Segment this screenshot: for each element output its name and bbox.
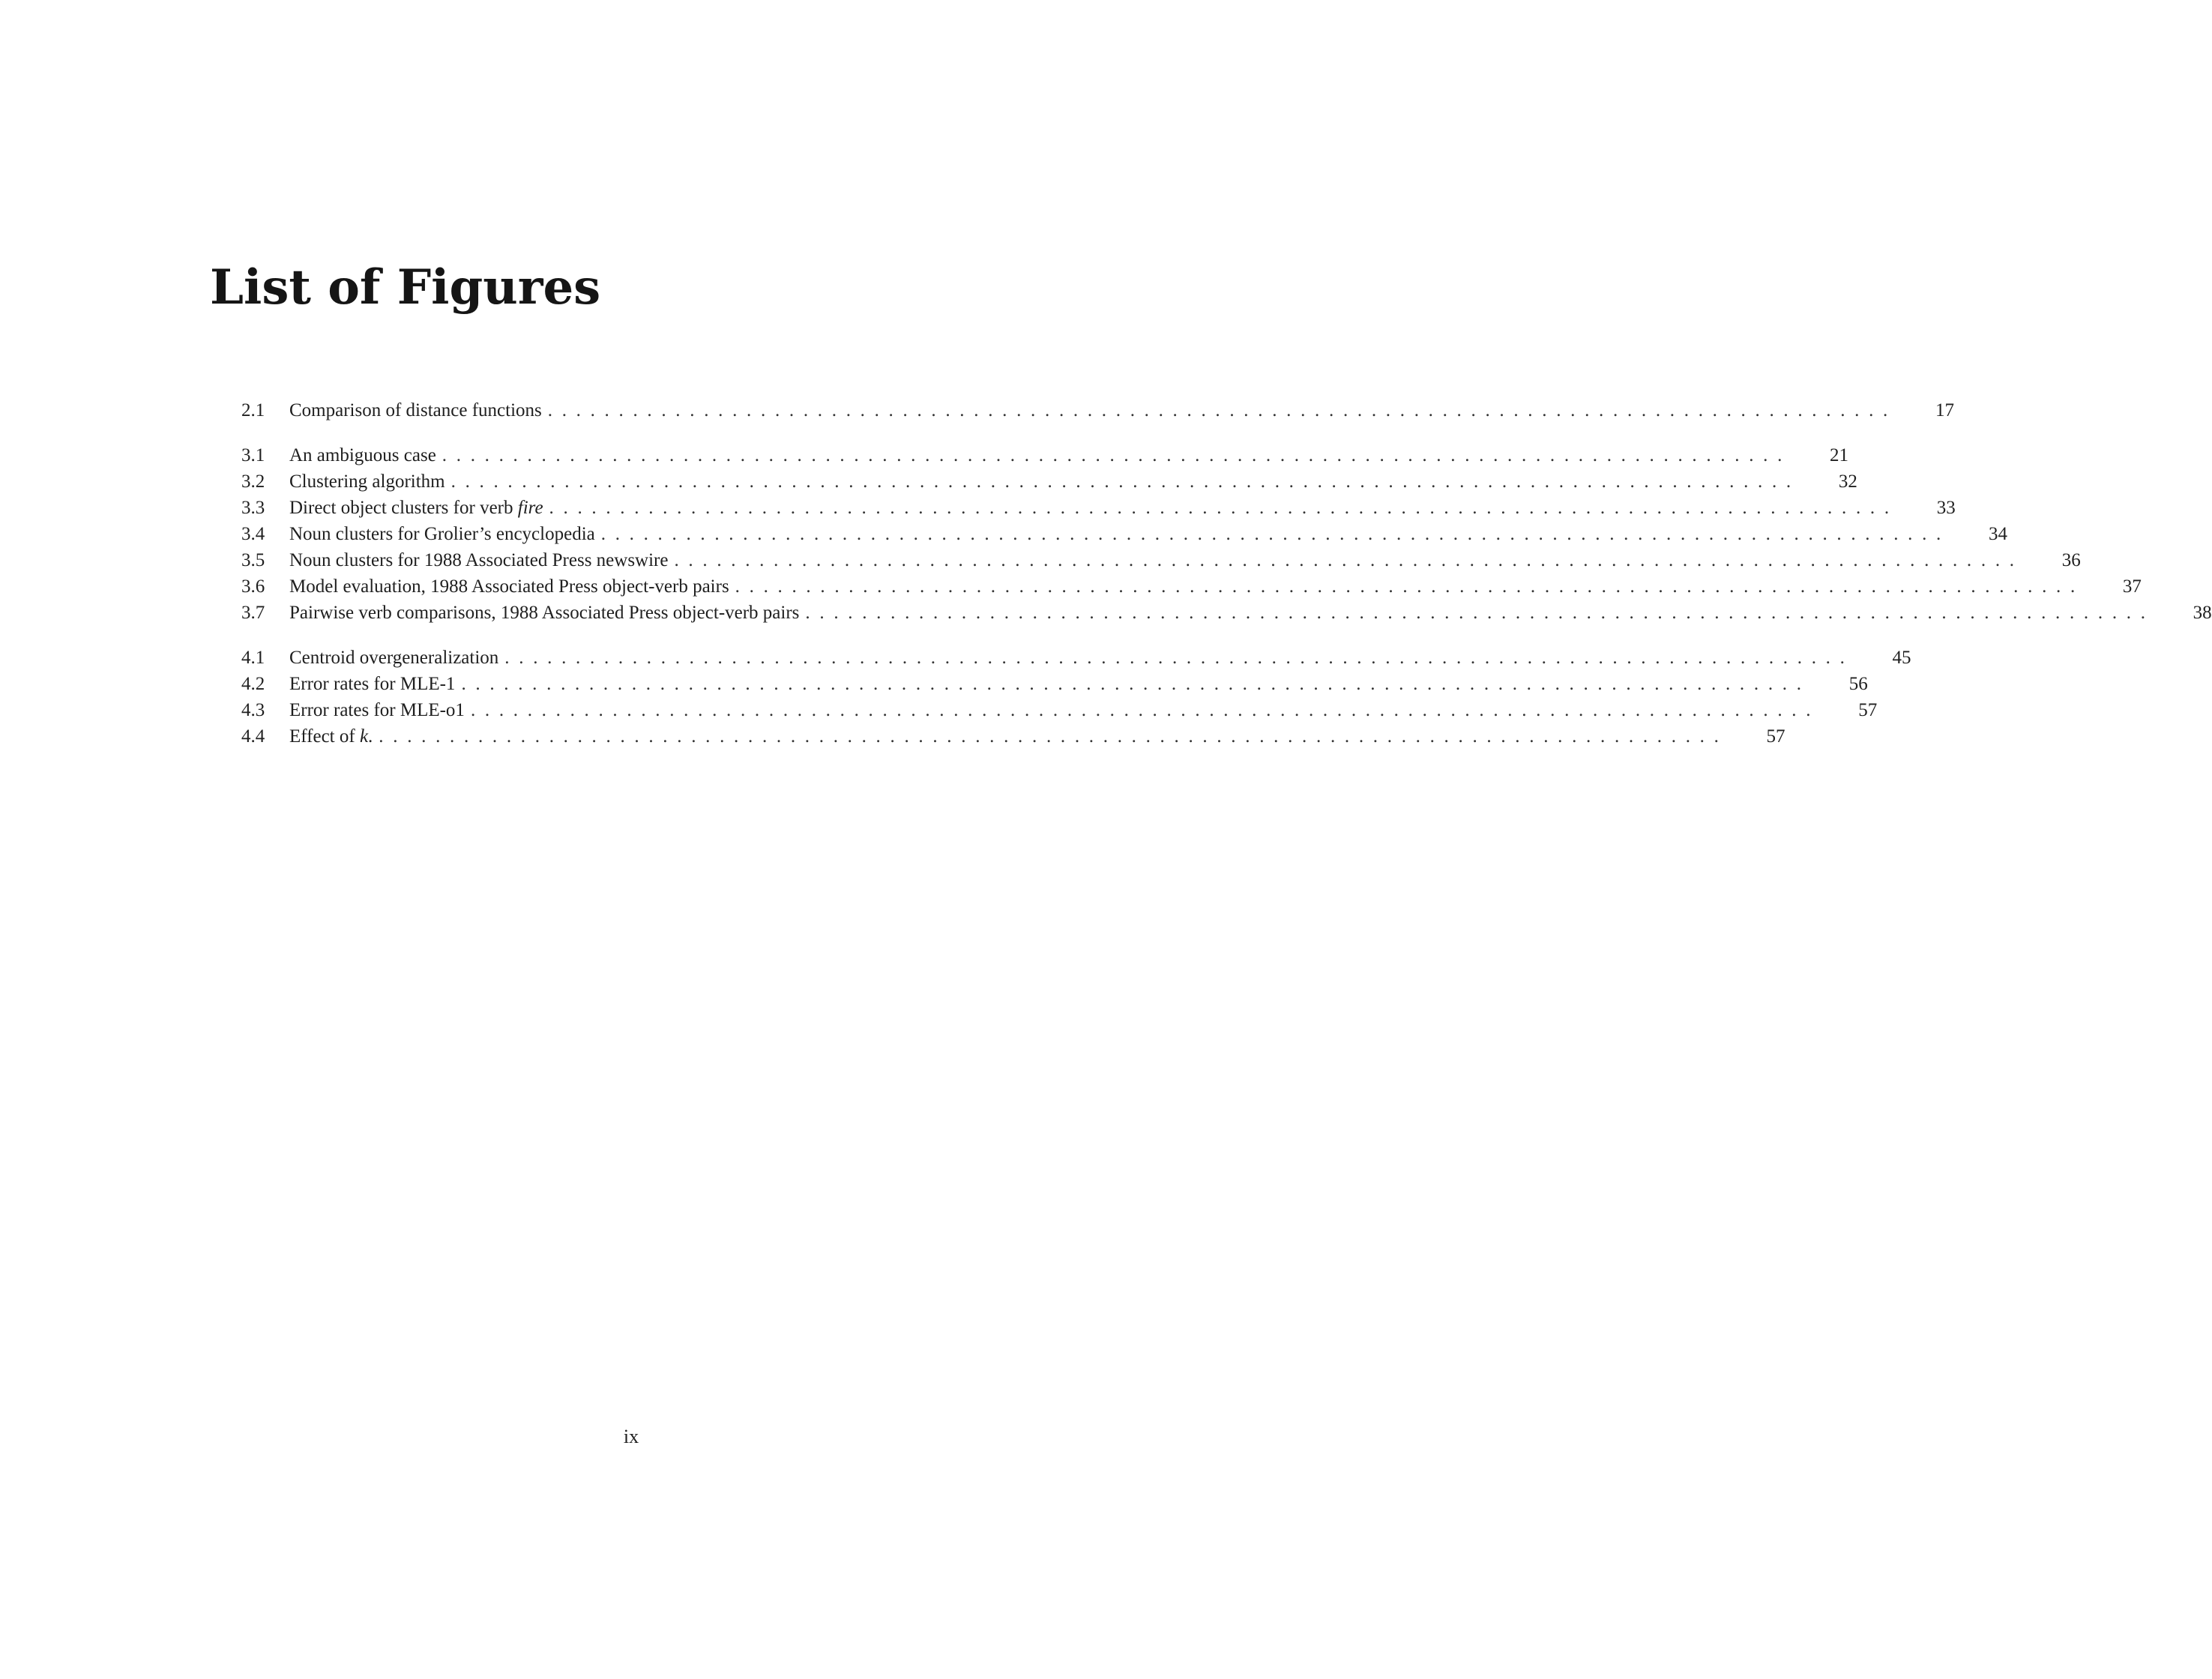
dot-leader: ............................................................................................... <box>461 674 1811 694</box>
figure-page-number: 21 <box>1830 445 1849 465</box>
dot-leader: ............................................................................................... <box>504 648 1854 668</box>
figure-entry[interactable] <box>241 573 2142 600</box>
figure-title-text: Direct object clusters for verb <box>289 498 518 518</box>
figure-title: Centroid overgeneralization <box>289 648 499 668</box>
figure-title: Pairwise verb comparisons, 1988 Associated Press object-verb pairs <box>289 603 800 623</box>
dot-leader: ............................................................................................... <box>735 576 2085 597</box>
page-number-footer: ix <box>623 1426 639 1447</box>
chapter-4-figures <box>241 645 1911 750</box>
figure-title: Noun clusters for Grolier’s encyclopedia <box>289 524 595 544</box>
figure-title: An ambiguous case <box>289 445 436 465</box>
page-title: List of Figures <box>210 259 601 316</box>
figure-title <box>289 723 373 750</box>
figure-page-number: 17 <box>1935 400 1954 420</box>
figure-entry[interactable] <box>241 697 1878 723</box>
figure-page-number: 57 <box>1766 726 1785 747</box>
dot-leader: ............................................................................................... <box>547 400 1897 420</box>
figure-title: Clustering algorithm <box>289 471 445 492</box>
figure-number: 3.4 <box>241 524 265 544</box>
figure-entry[interactable] <box>241 723 1785 750</box>
figure-title-emphasis: fire <box>517 498 543 518</box>
figure-entry[interactable] <box>241 645 1911 671</box>
dot-leader: ............................................................................................... <box>379 726 1729 747</box>
chapter-3-figures <box>241 442 2212 626</box>
figure-title: Noun clusters for 1988 Associated Press newswire <box>289 550 669 570</box>
figure-number: 4.2 <box>241 674 265 694</box>
figure-title: Comparison of distance functions <box>289 400 542 420</box>
figure-title-suffix: . <box>368 726 373 747</box>
figure-page-number: 56 <box>1848 674 1868 694</box>
figure-number: 3.5 <box>241 550 265 570</box>
figure-page-number: 57 <box>1858 700 1878 720</box>
dot-leader: ............................................................................................... <box>442 445 1792 465</box>
figure-entry[interactable] <box>241 495 1956 521</box>
figure-title-text: Effect of <box>289 726 360 747</box>
dot-leader: ............................................................................................... <box>805 603 2155 623</box>
figure-title: Model evaluation, 1988 Associated Press object-verb pairs <box>289 576 729 597</box>
figure-number: 2.1 <box>241 400 265 420</box>
dot-leader: ............................................................................................... <box>450 471 1800 492</box>
figure-number: 3.3 <box>241 498 265 518</box>
figure-entry[interactable] <box>241 442 1849 468</box>
figure-title: Error rates for MLE-o1 <box>289 700 465 720</box>
figure-entry[interactable] <box>241 671 1868 697</box>
figure-page-number: 37 <box>2122 576 2142 597</box>
figure-entry[interactable] <box>241 600 2212 626</box>
list-of-figures <box>241 397 2212 768</box>
figure-number: 3.1 <box>241 445 265 465</box>
figure-page-number: 45 <box>1892 648 1911 668</box>
figure-entry[interactable] <box>241 547 2081 573</box>
dot-leader: ............................................................................................... <box>600 524 1950 544</box>
dot-leader: ............................................................................................... <box>674 550 2024 570</box>
figure-page-number: 33 <box>1936 498 1956 518</box>
figure-page-number: 38 <box>2193 603 2212 623</box>
chapter-2-figures <box>241 397 1954 423</box>
figure-entry[interactable] <box>241 468 1857 495</box>
figure-title <box>289 495 543 521</box>
figure-page-number: 32 <box>1838 471 1857 492</box>
figure-page-number: 34 <box>1989 524 2007 544</box>
figure-entry[interactable] <box>241 521 2007 547</box>
figure-number: 4.1 <box>241 648 265 668</box>
figure-entry[interactable] <box>241 397 1954 423</box>
dot-leader: ............................................................................................... <box>549 498 1899 518</box>
figure-number: 4.3 <box>241 700 265 720</box>
figure-title: Error rates for MLE-1 <box>289 674 456 694</box>
figure-title-emphasis: k <box>359 726 369 747</box>
dot-leader: ............................................................................................... <box>470 700 1821 720</box>
figure-number: 3.6 <box>241 576 265 597</box>
figure-number: 4.4 <box>241 726 265 747</box>
figure-number: 3.2 <box>241 471 265 492</box>
figure-number: 3.7 <box>241 603 265 623</box>
figure-page-number: 36 <box>2061 550 2081 570</box>
